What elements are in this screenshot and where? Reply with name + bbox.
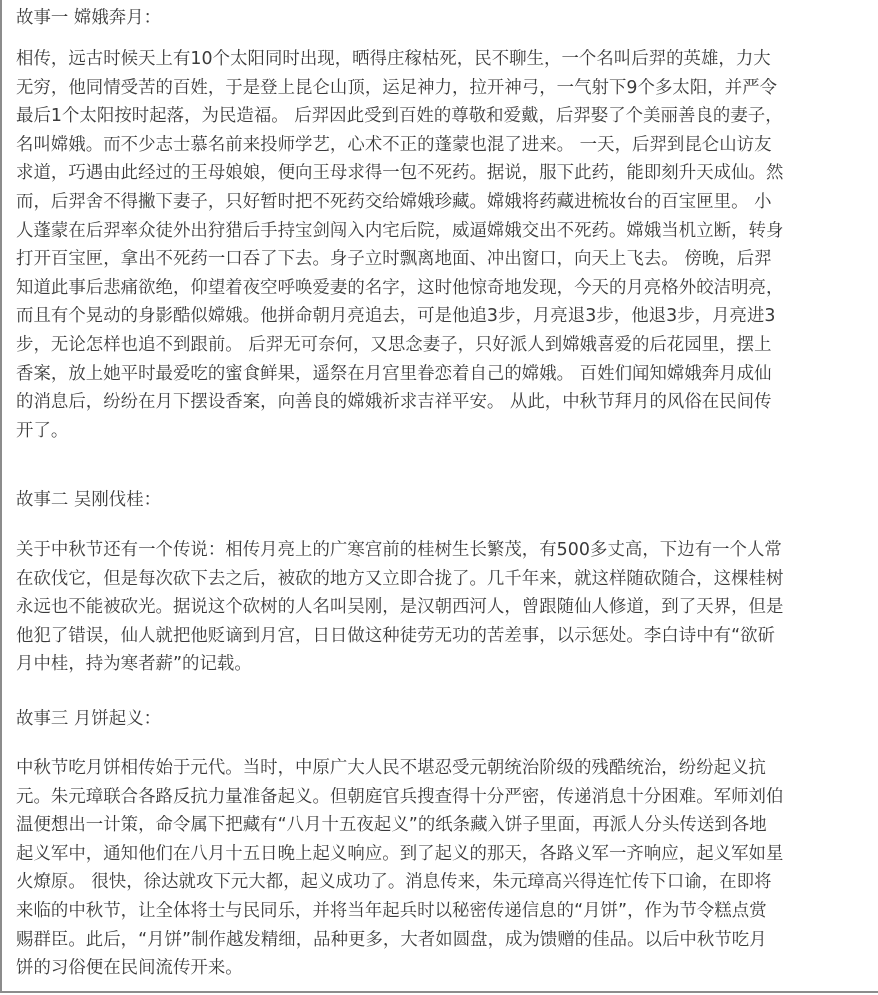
- text-line: 永远也不能被砍光。据说这个砍树的人名叫吴刚，是汉朝西河人，曾跟随仙人修道，到了天界，但是: [16, 597, 784, 618]
- story-2-body: [16, 536, 858, 679]
- text-line: 无穷，他同情受苦的百姓，于是登上昆仑山顶，运足神力，拉开神弓，一气射下9个多太阳，并严令: [16, 77, 778, 98]
- text-line: 中秋节吃月饼相传始于元代。当时，中原广大人民不堪忍受元朝统治阶级的残酷统治，纷纷起义抗: [16, 758, 766, 778]
- text-line: 火燎原。 很快，徐达就攻下元大都，起义成功了。消息传来，朱元璋高兴得连忙传下口谕，在即将: [16, 872, 772, 893]
- text-line: 而且有个晃动的身影酷似嫦娥。他拼命朝月亮追去，可是他追3步，月亮退3步，他退3步，月亮进3: [16, 306, 776, 327]
- text-line: 知道此事后悲痛欲绝，仰望着夜空呼唤爱妻的名字，这时他惊奇地发现，今天的月亮格外皎洁明亮，: [16, 277, 784, 298]
- text-line: 打开百宝匣，拿出不死药一口吞了下去。身子立时飘离地面、冲出窗口，向天上飞去。 傍晚，后羿: [16, 249, 772, 270]
- text-line: 月中桂，持为寒者薪”的记载。: [16, 654, 252, 675]
- text-line: 求道，巧遇由此经过的王母娘娘，便向王母求得一包不死药。据说，服下此药，能即刻升天成仙。然: [16, 163, 784, 184]
- story-title: 故事二 吴刚伐桂：: [16, 490, 162, 510]
- text-line: 人蓬蒙在后羿率众徒外出狩猎后手持宝剑闯入内宅后院，威逼嫦娥交出不死药。嫦娥当机立断，转身: [16, 220, 784, 241]
- text-line: 香案，放上她平时最爱吃的蜜食鲜果，遥祭在月宫里眷恋着自己的嫦娥。 百姓们闻知嫦娥奔月成仙: [16, 363, 772, 384]
- story-title: 故事三 月饼起义：: [16, 709, 162, 729]
- text-line: 关于中秋节还有一个传说：相传月亮上的广寒宫前的桂树生长繁茂，有500多丈高，下边有一个人常: [16, 540, 782, 560]
- text-line: 来临的中秋节，让全体将士与民同乐，并将当年起兵时以秘密传递信息的“月饼”，作为节令糕点赏: [16, 900, 767, 921]
- story-3-heading: [16, 703, 858, 733]
- text-line: 相传，远古时候天上有10个太阳同时出现，晒得庄稼枯死，民不聊生，一个名叫后羿的英雄，力大: [16, 49, 771, 69]
- text-line: 饼的习俗便在民间流传开来。: [16, 958, 243, 979]
- text-line: 开了。: [16, 420, 69, 441]
- text-line: 温便想出一计策，命令属下把藏有“八月十五夜起义”的纸条藏入饼子里面，再派人分头传送到各地: [16, 815, 767, 836]
- story-1-heading: [16, 2, 858, 32]
- story-title: 故事一 嫦娥奔月：: [16, 8, 162, 28]
- text-line: 而，后羿舍不得撇下妻子，只好暂时把不死药交给嫦娥珍藏。嫦娥将药藏进梳妆台的百宝匣里。 小: [16, 191, 772, 212]
- story-3-body: [16, 754, 858, 983]
- text-line: 名叫嫦娥。而不少志士慕名前来投师学艺，心术不正的蓬蒙也混了进来。 一天，后羿到昆仑山访友: [16, 134, 772, 155]
- story-1-body: [16, 45, 858, 445]
- text-line: 起义军中，通知他们在八月十五日晚上起义响应。到了起义的那天，各路义军一齐响应，起义军如星: [16, 843, 784, 864]
- text-line: 元。朱元璋联合各路反抗力量准备起义。但朝庭官兵搜查得十分严密，传递消息十分困难。军师刘伯: [16, 786, 784, 807]
- story-2-heading: [16, 484, 858, 514]
- text-line: 的消息后，纷纷在月下摆设香案，向善良的嫦娥祈求吉祥平安。 从此，中秋节拜月的风俗在民间传: [16, 392, 772, 413]
- text-line: 最后1个太阳按时起落，为民造福。 后羿因此受到百姓的尊敬和爱戴，后羿娶了个美丽善良的妻子，: [16, 106, 783, 127]
- text-line: 在砍伐它，但是每次砍下去之后，被砍的地方又立即合拢了。几千年来，就这样随砍随合，这棵桂树: [16, 568, 784, 589]
- text-line: 步，无论怎样也追不到跟前。 后羿无可奈何，又思念妻子，只好派人到嫦娥喜爱的后花园里，摆上: [16, 334, 772, 355]
- text-line: 赐群臣。此后，“月饼”制作越发精细，品种更多，大者如圆盘，成为馈赠的佳品。以后中秋节吃月: [16, 929, 767, 950]
- text-line: 他犯了错误，仙人就把他贬谪到月宫，日日做这种徒劳无功的苦差事，以示惩处。李白诗中有“欲斫: [16, 625, 776, 646]
